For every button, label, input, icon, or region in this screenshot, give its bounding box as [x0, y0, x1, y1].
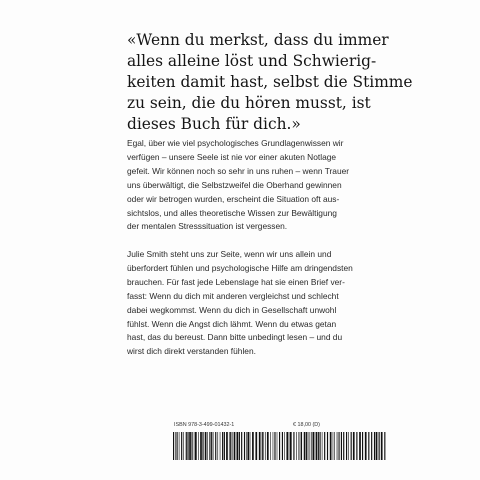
barcode-bar: [200, 432, 202, 460]
barcode-bar: [186, 432, 187, 460]
barcode-bar: [304, 432, 306, 460]
pull-quote: [127, 30, 413, 135]
barcode-bar: [189, 432, 191, 460]
barcode-bar: [255, 432, 257, 460]
barcode-bar: [202, 432, 203, 460]
barcode-bar: [365, 432, 367, 460]
quote-line: alles alleine löst und Schwierig-: [127, 52, 377, 70]
barcode-bar: [315, 432, 316, 460]
text-line: verfügen – unsere Seele ist nie vor einer akuten Notlage: [127, 151, 337, 162]
barcode-bar: [320, 432, 321, 460]
barcode-bar: [301, 432, 302, 460]
barcode-image: [170, 432, 390, 460]
barcode-bar: [311, 432, 312, 460]
barcode-bar: [177, 432, 178, 460]
barcode-bar: [308, 432, 309, 460]
barcode-bar: [316, 432, 317, 460]
text-line: überfordert fühlen und psychologische Hilfe am dringendsten: [127, 262, 353, 273]
barcode-bar: [241, 432, 242, 460]
barcode-bar: [265, 432, 266, 460]
barcode-bar: [299, 432, 300, 460]
barcode-bar: [381, 432, 383, 460]
text-line: gefeit. Wir können noch so sehr in uns ruhen – wenn Trauer: [127, 165, 350, 176]
barcode-bar: [270, 432, 271, 460]
barcode-bar: [300, 432, 301, 460]
barcode-bar: [267, 432, 269, 460]
text-line: Julie Smith steht uns zur Seite, wenn wir uns allein und: [127, 249, 332, 259]
barcode-bar: [229, 432, 230, 460]
barcode-bar: [183, 432, 184, 460]
barcode-bar: [351, 432, 352, 460]
barcode-bar: [327, 432, 328, 460]
barcode-bar: [384, 432, 385, 460]
barcode-bar: [195, 432, 197, 460]
barcode-bar: [211, 432, 212, 460]
barcode-bar: [324, 432, 325, 460]
barcode-bar: [334, 432, 335, 460]
barcode-bar: [217, 432, 218, 460]
barcode-bar: [333, 432, 334, 460]
barcode-bar: [330, 432, 332, 460]
barcode-bar: [346, 432, 347, 460]
barcode-bar: [252, 432, 254, 460]
barcode-bar: [286, 432, 288, 460]
barcode-bar: [222, 432, 223, 460]
barcode-bar: [374, 432, 375, 460]
barcode-bar: [194, 432, 195, 460]
text-line: brauchen. Für fast jede Lebenslage hat sie einen Brief ver-: [127, 276, 345, 287]
barcode-bar: [220, 432, 221, 460]
barcode-bar: [213, 432, 214, 460]
barcode-bar: [232, 432, 233, 460]
barcode-bar: [353, 432, 355, 460]
barcode-bar: [282, 432, 283, 460]
barcode-bar: [318, 432, 319, 460]
barcode-bar: [313, 432, 315, 460]
quote-line: «Wenn du merkst, dass du immer: [127, 31, 389, 49]
text-line: fühlst. Wenn die Angst dich lähmt. Wenn du etwas getan: [127, 318, 337, 329]
barcode-bar: [262, 432, 263, 460]
barcode-bar: [376, 432, 378, 460]
text-line: Egal, über wie viel psychologisches Grundlagenwissen wir: [127, 138, 344, 148]
barcode-bar: [179, 432, 180, 460]
text-line: hast, das du bereust. Dann bitte unbedingt lesen – und du: [127, 332, 343, 343]
barcode-bar: [337, 432, 338, 460]
quote-line: dieses Buch für dich.»: [127, 115, 301, 133]
barcode-bar: [293, 432, 294, 460]
barcode-bar: [239, 432, 240, 460]
barcode-bar: [246, 432, 247, 460]
barcode-bar: [187, 432, 188, 460]
price-text: € 18,00 (D): [293, 422, 320, 428]
quote-line: keiten damit hast, selbst die Stimme: [127, 73, 413, 91]
text-line: sichtslos, und alles theoretische Wissen zur Bewältigung: [127, 207, 337, 218]
barcode-bar: [173, 432, 174, 460]
barcode-bar: [356, 432, 357, 460]
barcode-bar: [296, 432, 297, 460]
barcode-bar: [263, 432, 264, 460]
barcode-bar: [306, 432, 307, 460]
blurb-paragraph-1: [127, 137, 357, 234]
barcode-bar: [279, 432, 280, 460]
barcode-bar: [215, 432, 216, 460]
barcode-bar: [368, 432, 369, 460]
text-line: dabei wegkommst. Wenn du dich in Gesellschaft unwohl: [127, 304, 337, 315]
barcode-bar: [289, 432, 290, 460]
text-line: uns überwältigt, die Selbstzweifel die Oberhand gewinnen: [127, 179, 342, 190]
barcode-bar: [322, 432, 323, 460]
barcode-block: [170, 420, 390, 460]
isbn-text: ISBN 978-3-499-01432-1: [174, 422, 235, 428]
barcode-bar: [175, 432, 176, 460]
barcode-bar: [359, 432, 361, 460]
barcode-bar: [273, 432, 274, 460]
barcode-bar: [259, 432, 261, 460]
barcode-bar: [339, 432, 340, 460]
barcode-bar: [237, 432, 239, 460]
barcode-bar: [226, 432, 228, 460]
isbn-price-line: [170, 420, 390, 430]
barcode-bar: [244, 432, 245, 460]
barcode-bar: [250, 432, 251, 460]
barcode-bar: [207, 432, 208, 460]
barcode-bar: [198, 432, 199, 460]
barcode-bar: [379, 432, 380, 460]
barcode-bar: [234, 432, 236, 460]
text-line: fasst: Wenn du dich mit anderen vergleichst und schlecht: [127, 290, 339, 301]
text-line: oder wir betrogen wurden, erscheint die Situation oft aus-: [127, 193, 340, 204]
barcode-bar: [277, 432, 278, 460]
quote-line: zu sein, die du hören musst, ist: [127, 94, 371, 112]
text-line: wirst dich direkt verstanden fühlen.: [127, 346, 256, 357]
barcode-bar: [284, 432, 285, 460]
barcode-bar: [343, 432, 344, 460]
barcode-bar: [362, 432, 363, 460]
barcode-bar: [290, 432, 292, 460]
barcode-bar: [224, 432, 225, 460]
barcode-bar: [341, 432, 342, 460]
barcode-bar: [274, 432, 275, 460]
barcode-bar: [348, 432, 349, 460]
barcode-bar: [181, 432, 182, 460]
barcode-bar: [230, 432, 231, 460]
barcode-bar: [205, 432, 207, 460]
barcode-bar: [209, 432, 210, 460]
barcode-bar: [371, 432, 372, 460]
blurb-paragraph-2: [127, 248, 357, 359]
barcode-bar: [338, 432, 339, 460]
barcode-bar: [310, 432, 311, 460]
barcode-bar: [247, 432, 249, 460]
text-line: der mentalen Stresssituation ist vergessen.: [127, 221, 288, 232]
barcode-bar: [192, 432, 193, 460]
